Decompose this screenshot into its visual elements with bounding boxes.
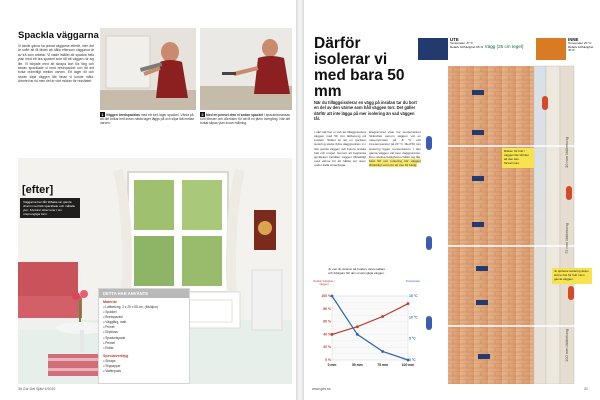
step2-text: i spackelsmassan runt fönster och dörrfoder för att få en jämn övergång. När det torkat slipas ytan innan målning.: [200, 113, 291, 126]
chart-y-left-tick: 80 %: [323, 306, 331, 311]
body-column-1: I vårt fall har vi valt att tilläggsisolera väggen med 50 mm lättbetong på insidan. Skälet är att en tjockare isolering skulle flytta daggpunkten in i den gamla väggen och kunna orsaka fukt och mögel. Genom att begränsa tjockleken behåller väggen tillräckligt med värme för att hållas torr även under kalla vinterdagar.: [314, 130, 366, 168]
insulation-label-100: 100 mm lättbetong: [564, 328, 569, 362]
ute-badge: [418, 38, 448, 60]
right-axis-label: Temperatur: [405, 279, 421, 283]
intro-text: Vi skulle gärna ha putsat väggarna efteråt, men det är svårt att få fästet att hålla eftersom väggarna är av trä som arbetar. Vi valde istället att spackla hela ytan med ett bra spackel som tål att väggen rör sig lite. Vi började med att skrapa bort lös färg och sedan spacklade vi med bredspackel och lät det torka ordentligt mellan varven. Ett lager till och sedan slipa väggen lätt innan vi kunde måla. Arbetet tar tid men det är värt mödan för resultatet.: [18, 44, 94, 84]
inne-badge: [536, 38, 566, 60]
materials-item: ■ Väggfärg, matt: [103, 320, 185, 325]
insulation-label-30: 30 mm lättbetong: [564, 137, 569, 168]
materials-title: DETTA HAR ANVÄNTS: [99, 289, 189, 298]
chart-x-tick: 0 mm: [327, 363, 337, 367]
materials-item: ■ Roller: [103, 346, 185, 351]
note-top: Risken för fukt i väggen blir så liten att den kan försummas.: [502, 148, 534, 168]
inne-rh: Relativ luftfuktighet 40 %: [568, 44, 594, 53]
chart-y-right-tick: 10 °C: [409, 315, 418, 320]
right-web: www.gds.se: [312, 387, 331, 391]
chart-x-tick: 75 mm: [377, 363, 389, 367]
chart-y-left-tick: 20 %: [323, 345, 331, 350]
step2-bold: Med en penseI drar vi sedan spackel: [206, 113, 264, 117]
tools-item: ■ Skrapa: [103, 359, 185, 364]
chart-x-tick: 50 mm: [351, 363, 363, 367]
body-column-2-text: Diagrammet visar hur temperaturen förändras genom väggen vid en utetemperatur på -8 °C och innetemperatur på 20 °C. Med 50 mm isolering ligger temperaturen i den gamla väggen väl över daggpunkten. Den relativa fuktigheten håller sig låg.: [369, 130, 421, 159]
step1-photo: [100, 28, 196, 110]
ute-rh: Relativ luftfuktighet 95 %: [450, 44, 484, 49]
step2-photo: [200, 28, 292, 110]
materials-item: ■ Primer: [103, 325, 185, 330]
page-gutter: [296, 0, 304, 400]
step2-illustration: [200, 28, 292, 110]
step2-number: 2: [201, 112, 204, 117]
step1-illustration: [100, 28, 196, 110]
chart-y-right-tick: 15 °C: [409, 294, 418, 298]
tools-subtitle: Specialverktyg: [103, 353, 129, 358]
step1-bold: Väggen bredspacklas: [106, 113, 140, 117]
step2-caption: [200, 112, 292, 126]
inne-temp: Temperatur 20 °C: [568, 40, 592, 45]
chart-point-series-2: [381, 350, 384, 353]
materials-box: [98, 288, 190, 384]
chart-point-series-2: [407, 359, 410, 362]
chart-point-series-1: [331, 333, 334, 336]
ute-title: UTE: [450, 37, 459, 42]
materials-item: ■ Lättbetong, 3 x 25 x 55 cm, (Multipor): [103, 305, 185, 310]
materials-item: ■ Spackel: [103, 310, 185, 315]
ute-temp: Temperatur -8 °C: [450, 40, 473, 45]
inne-title: INNE: [568, 37, 579, 42]
step1-text: med ett tunt lager spackel. Vänta på att det torkar helt innan nästa lager läggs på och slipa lätt mellan varven.: [100, 113, 195, 126]
body-highlight: Med 50 mm isolering blir väggen tillräckligt varm för att inte bli fuktig.: [369, 159, 421, 168]
materials-item: ■ Slipkloss: [103, 330, 185, 335]
chart-point-series-2: [331, 295, 334, 298]
chart-point-series-2: [356, 333, 359, 336]
body-column-2: [369, 130, 421, 167]
chart-y-left-tick: 60 %: [323, 319, 331, 324]
wall-title: Vägg (25 cm tegel): [484, 44, 524, 49]
ingress: När du tilläggsisolerar en vägg på insidan tar du bort en del av den värme som håll väggen torr. Det gäller därför att inte lägga på mer isolering än vad väggen tål.: [314, 100, 417, 122]
chart-point-series-1: [356, 325, 359, 328]
tools-list: [99, 358, 189, 375]
chart-y-right-tick: 0 °C: [409, 358, 416, 362]
left-folio: 36 Gör Det Själv 4/2010: [18, 387, 56, 391]
tools-item: ■ Slippapper: [103, 364, 185, 369]
step1-caption: [100, 112, 196, 126]
section-title: Spackla väggarna: [18, 30, 99, 41]
chart-y-right-tick: 5 °C: [409, 336, 416, 341]
step1-number: 1: [101, 112, 104, 117]
materials-item: ■ Bredspackel: [103, 315, 185, 320]
headline: Därför isolerar vi med bara 50 mm: [314, 35, 405, 100]
chart-x-tick: 100 mm: [401, 363, 415, 367]
humidity-temperature-chart: [314, 267, 426, 374]
left-axis-label: Relativ fuktighet i väggen: [313, 279, 335, 287]
chart-y-left-tick: 0 %: [325, 358, 331, 362]
chart-title: Ju mer du isolerar på insidan, desto kallare och fuktigare blir den ursprungliga väggen.: [328, 267, 386, 275]
efter-label: [efter]: [22, 184, 54, 196]
tools-item: ■ Vattenpass: [103, 369, 185, 374]
note-bottom: Ju tjockare isolering desto större risk för fukt i den gamla väggen.: [552, 268, 592, 284]
chart-point-series-1: [381, 315, 384, 318]
materials-list: [99, 304, 189, 352]
materials-item: ■ Spackelspade: [103, 336, 185, 341]
chart-point-series-1: [407, 302, 410, 305]
chart-y-left-tick: 40 %: [323, 332, 331, 337]
materials-subtitle: Material: [103, 300, 117, 304]
efter-caption: Väggarna har fått tillbaka sin gamla charm med lätt spacklade och målade ytor. Fönstret sitter kvar i sin ursprungliga form.: [20, 198, 80, 218]
right-page-number: 31: [584, 387, 588, 391]
insulation-label-75: 75 mm lättbetong: [564, 223, 569, 254]
wall-temperature-diagram: [418, 36, 594, 384]
materials-item: ■ Pensel: [103, 341, 185, 346]
chart-y-left-tick: 100 %: [321, 294, 331, 298]
inne-info: [568, 38, 594, 53]
